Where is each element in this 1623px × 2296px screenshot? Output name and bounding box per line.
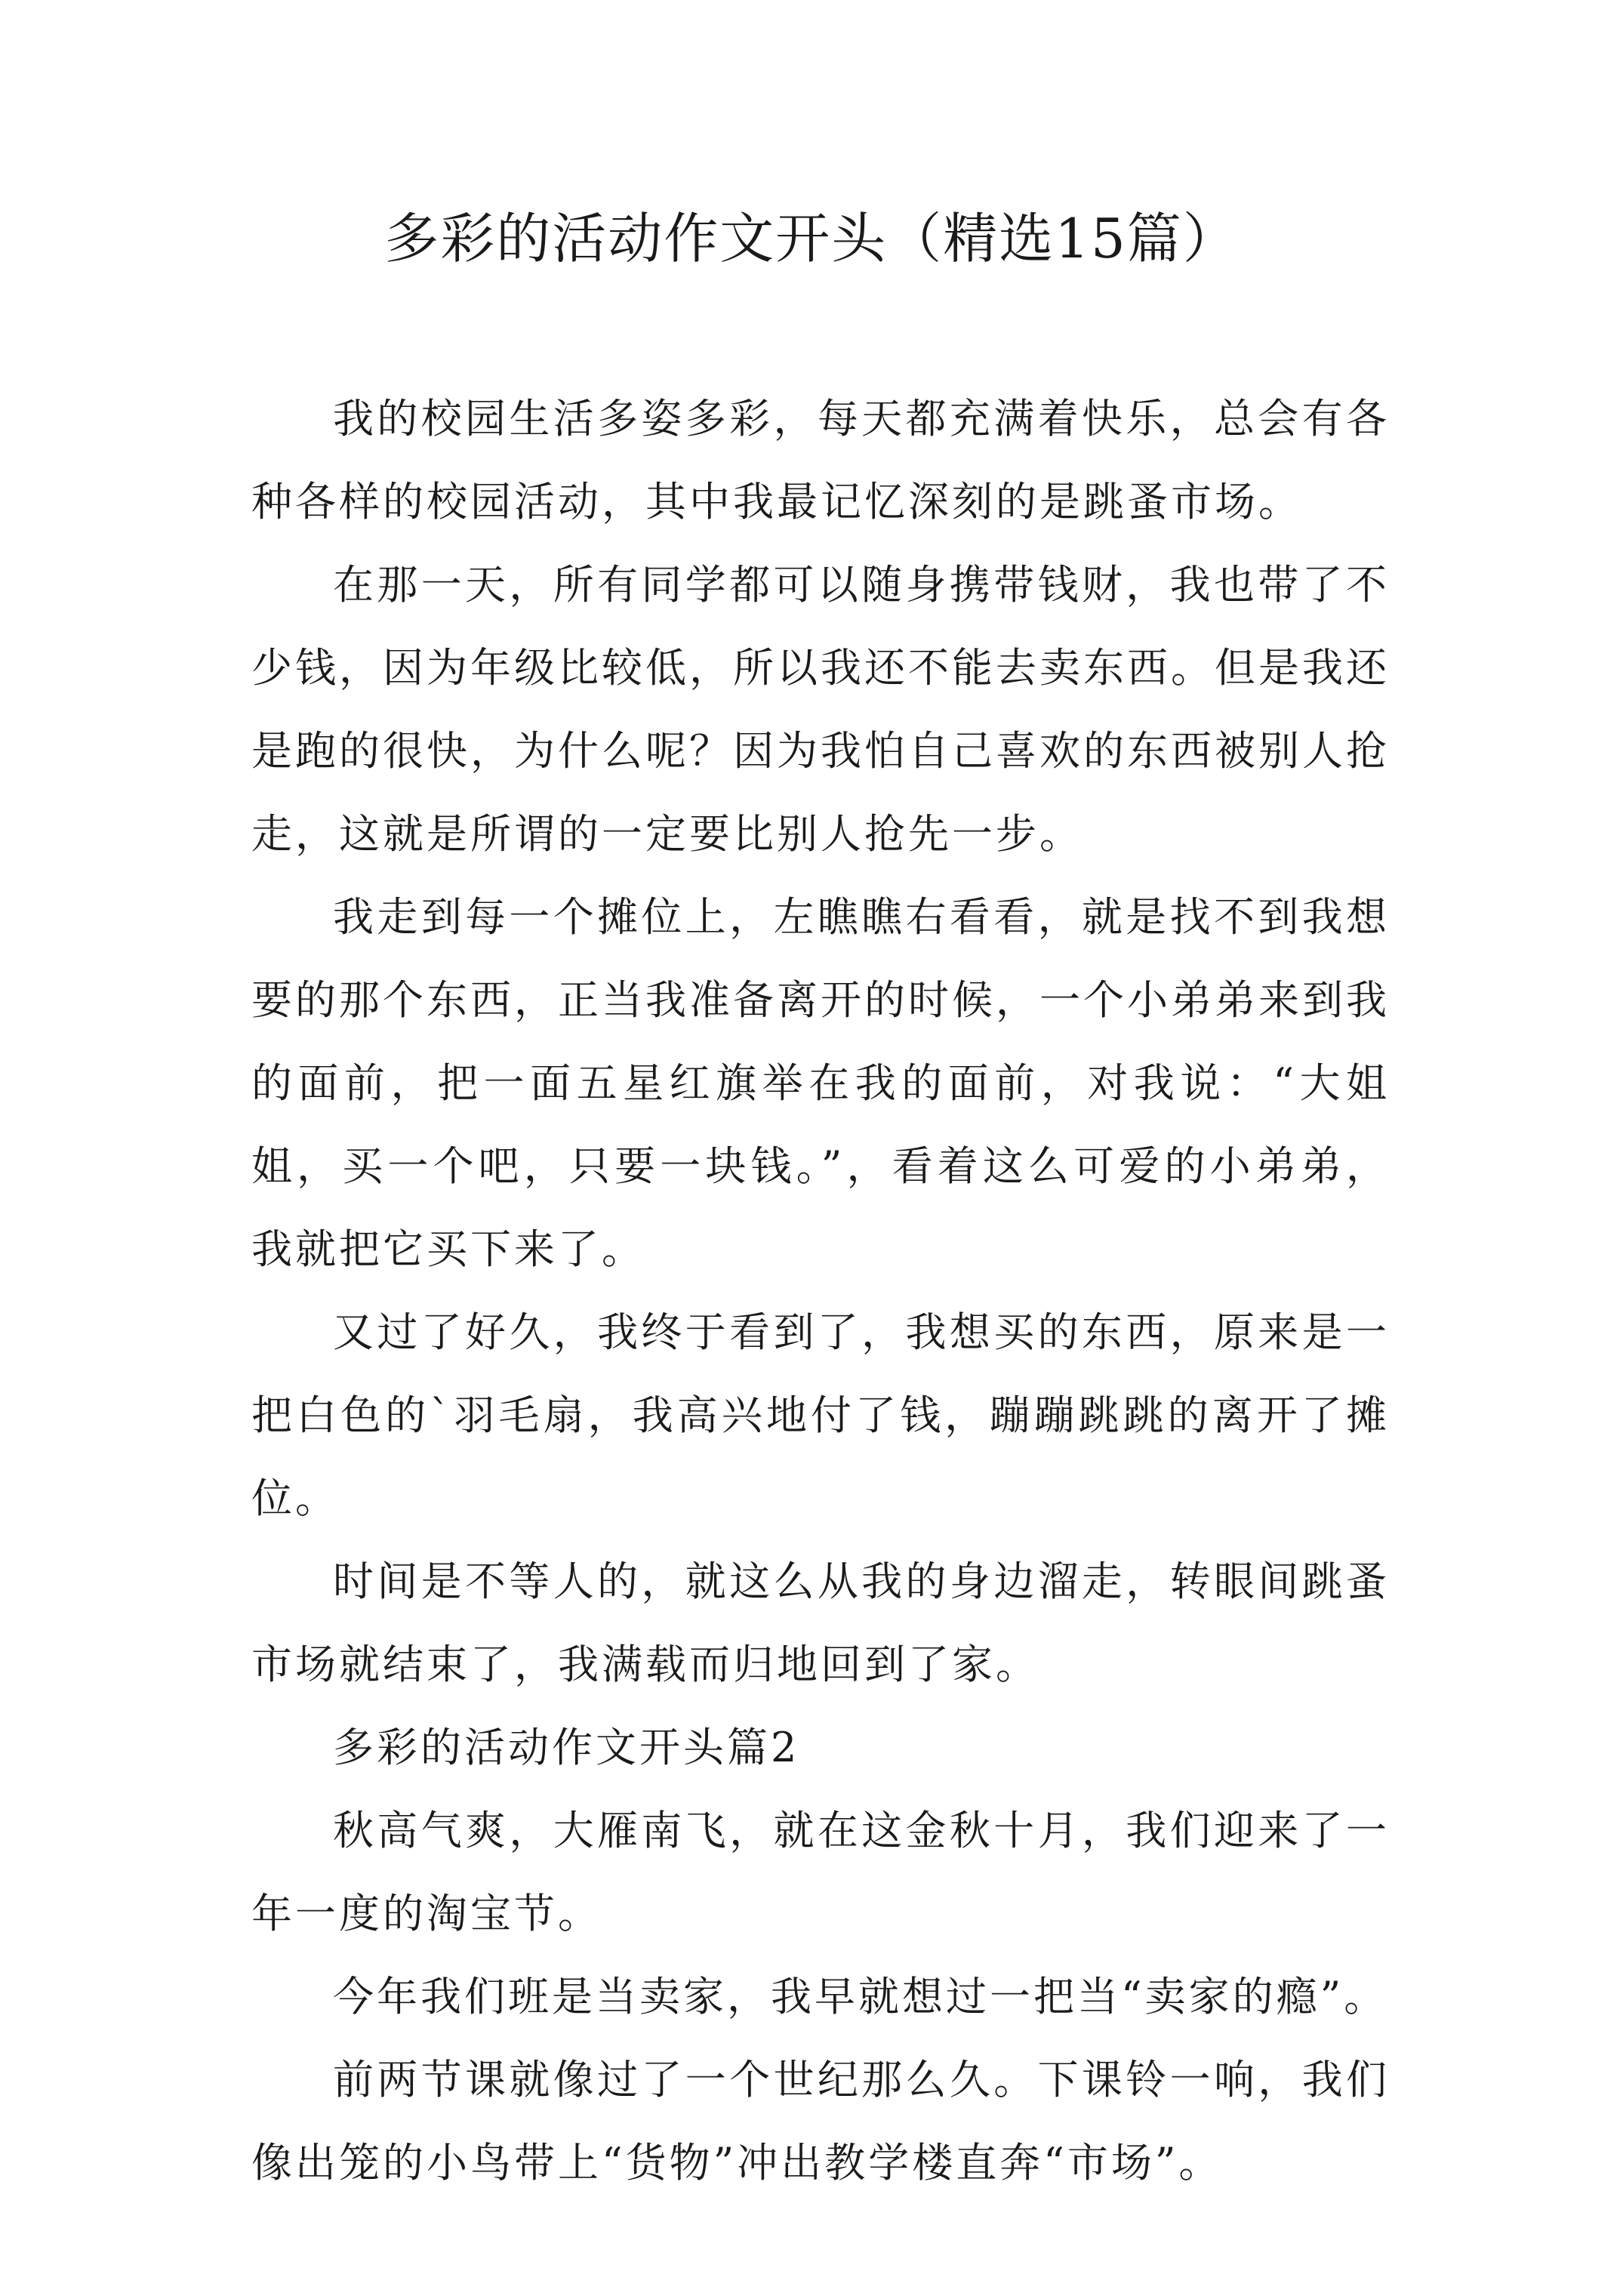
- document-body: [251, 378, 1390, 2205]
- paragraph: 前两节课就像过了一个世纪那么久。下课铃一响，我们像出笼的小鸟带上“货物”冲出教学楼直奔“市场”。: [251, 2056, 1390, 2187]
- paragraph: 时间是不等人的，就这么从我的身边溜走，转眼间跳蚤市场就结束了，我满载而归地回到了家。: [251, 1558, 1390, 1688]
- paragraph: 秋高气爽，大雁南飞，就在这金秋十月，我们迎来了一年一度的淘宝节。: [251, 1807, 1390, 1937]
- paragraph: 我走到每一个摊位上，左瞧瞧右看看，就是找不到我想要的那个东西，正当我准备离开的时候，一个小弟弟来到我的面前，把一面五星红旗举在我的面前，对我说：“大姐姐，买一个吧，只要一块钱。”，看着这么可爱的小弟弟，我就把它买下来了。: [251, 893, 1390, 1273]
- paragraph: 今年我们班是当卖家，我早就想过一把当“卖家的瘾”。: [333, 1973, 1388, 2020]
- paragraph: 在那一天，所有同学都可以随身携带钱财，我也带了不少钱，因为年级比较低，所以我还不能去卖东西。但是我还是跑的很快，为什么呢？因为我怕自己喜欢的东西被别人抢走，这就是所谓的一定要比别人抢先一步。: [251, 561, 1390, 858]
- document-title: 多彩的活动作文开头（精选15篇）: [384, 207, 1239, 270]
- paragraph: 又过了好久，我终于看到了，我想买的东西，原来是一把白色的`羽毛扇，我高兴地付了钱，蹦蹦跳跳的离开了摊位。: [251, 1308, 1390, 1522]
- section-heading: 多彩的活动作文开头篇2: [333, 1724, 800, 1771]
- paragraph: 我的校园生活多姿多彩，每天都充满着快乐，总会有各种各样的校园活动，其中我最记忆深刻的是跳蚤市场。: [251, 395, 1390, 525]
